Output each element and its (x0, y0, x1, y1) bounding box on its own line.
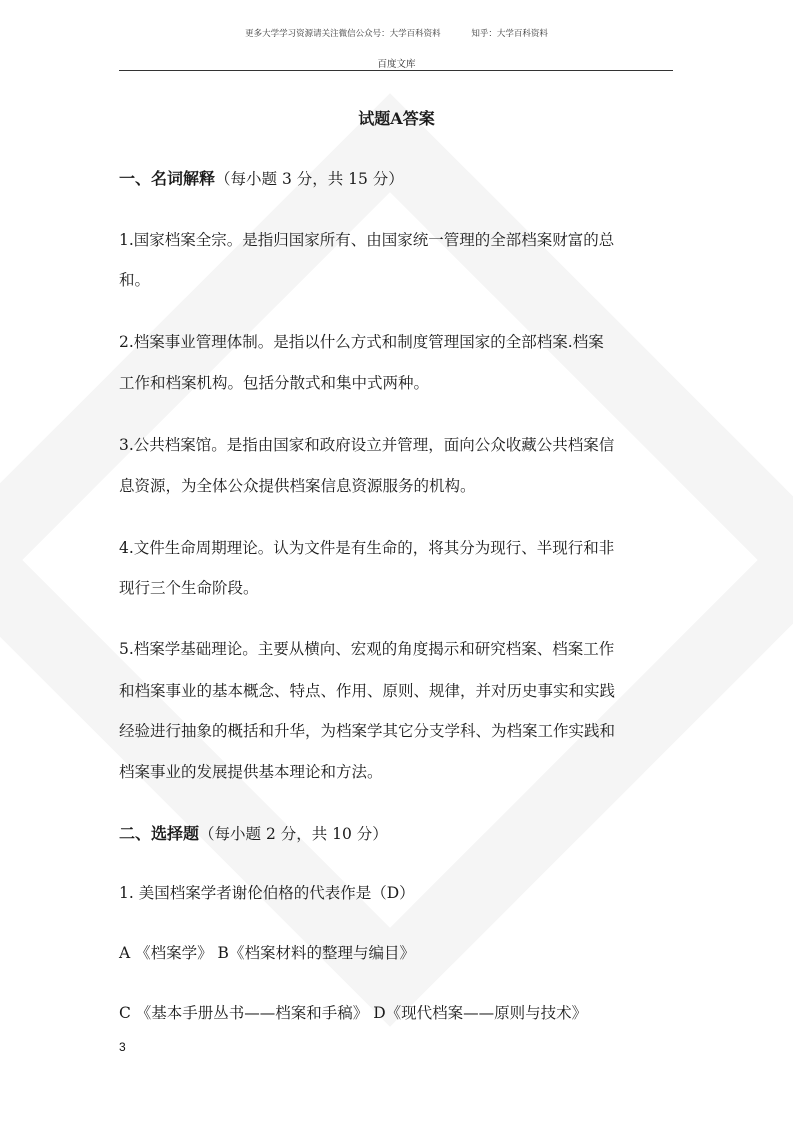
header-promo (0, 27, 793, 39)
section-2-title: 二、选择题 (119, 824, 200, 843)
section-1-title: 一、名词解释 (119, 169, 216, 188)
section-1-line: 现行三个生命阶段。 (119, 579, 259, 597)
header-divider (119, 70, 673, 71)
section-1-line: 工作和档案机构。包括分散式和集中式两种。 (119, 374, 430, 392)
question-options: C 《基本手册丛书——档案和手稿》 D《现代档案——原则与技术》 (119, 1004, 588, 1022)
section-1-line: 3.公共档案馆。是指由国家和政府设立并管理，面向公众收藏公共档案信 (119, 436, 615, 454)
section-1-line: 和档案事业的基本概念、特点、作用、原则、规律，并对历史事实和实践 (119, 682, 616, 700)
section-1-line: 档案事业的发展提供基本理论和方法。 (119, 763, 383, 781)
section-2-heading (119, 821, 388, 844)
header-source: 百度文库 (377, 59, 416, 70)
section-2-note: （每小题 2 分，共 10 分） (199, 825, 388, 843)
page-number: 3 (119, 1040, 126, 1054)
question-options: A 《档案学》 B《档案材料的整理与编目》 (119, 944, 415, 962)
section-1-line: 2.档案事业管理体制。是指以什么方式和制度管理国家的全部档案.档案 (119, 333, 604, 351)
page-title: 试题A答案 (358, 109, 435, 128)
header-promo-left: 更多大学学习资源请关注微信公众号：大学百科资料 (245, 29, 441, 39)
section-1-line: 息资源，为全体公众提供档案信息资源服务的机构。 (119, 477, 476, 495)
section-1-note: （每小题 3 分，共 15 分） (215, 170, 404, 188)
section-1-line: 5.档案学基础理论。主要从横向、宏观的角度揭示和研究档案、档案工作 (119, 640, 615, 658)
header-promo-right: 知乎：大学百科资料 (471, 29, 548, 39)
section-1-line: 4.文件生命周期理论。认为文件是有生命的，将其分为现行、半现行和非 (119, 539, 615, 557)
section-1-line: 1.国家档案全宗。是指归国家所有、由国家统一管理的全部档案财富的总 (119, 231, 615, 249)
section-1-line: 经验进行抽象的概括和升华，为档案学其它分支学科、为档案工作实践和 (119, 722, 616, 740)
question-text: 1. 美国档案学者谢伦伯格的代表作是（D） (119, 884, 415, 902)
section-1-heading (119, 166, 404, 189)
section-1-line: 和。 (119, 271, 151, 289)
